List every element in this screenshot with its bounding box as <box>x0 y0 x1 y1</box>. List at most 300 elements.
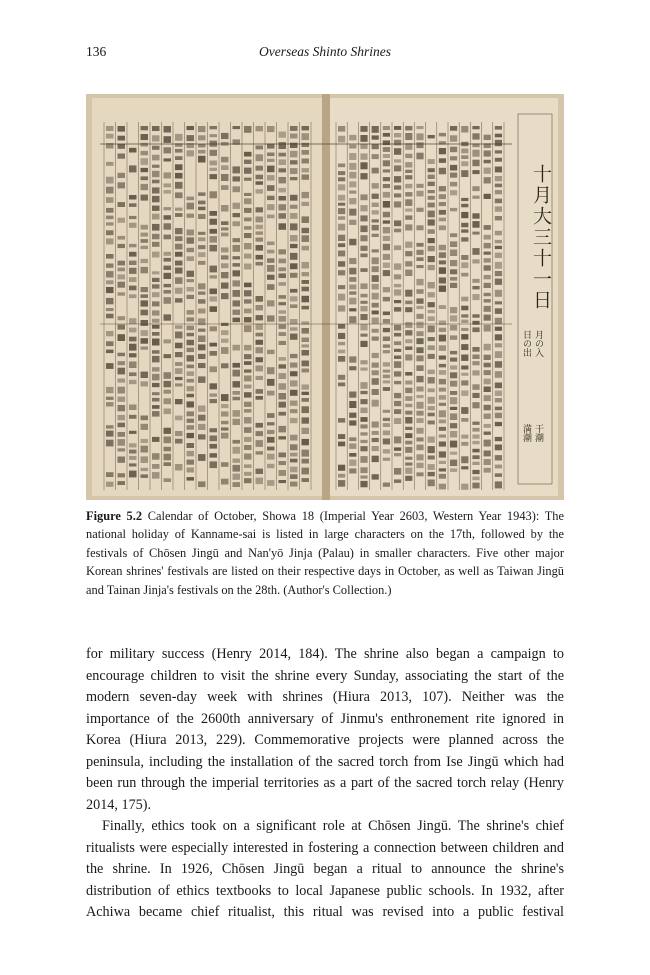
printed-character <box>267 367 275 374</box>
figure-label: Figure 5.2 <box>86 509 143 523</box>
printed-character <box>279 383 287 389</box>
printed-character <box>290 444 298 450</box>
printed-character <box>198 454 206 461</box>
printed-character <box>164 437 172 444</box>
printed-character <box>279 159 287 165</box>
printed-character <box>338 171 345 175</box>
printed-character <box>256 440 264 447</box>
printed-character <box>394 193 401 197</box>
printed-character <box>338 418 345 423</box>
printed-character <box>118 236 126 240</box>
printed-character <box>233 166 241 173</box>
printed-character <box>450 452 457 455</box>
printed-character <box>187 326 195 331</box>
printed-character <box>244 283 252 288</box>
caption-text: Calendar of October, Showa 18 (Imperial Year 2603, Western Year 1943): The national holiday of Kanname-sai is listed in large characters on the 17th, followed by the festivals of Chōsen Jingū and Nan'yō Jinja (Palau) in smaller characters. Five other major Korean shrines' festivals are listed on their respective days in October, as well as Taiwan Jingū and Tainan Jinja's festivals on the 28th. (Author's Collection.) <box>86 509 564 597</box>
printed-character <box>290 459 298 463</box>
printed-character <box>106 230 114 235</box>
printed-character <box>152 405 160 409</box>
printed-character <box>106 187 114 194</box>
printed-character <box>472 428 479 432</box>
printed-character <box>338 261 345 267</box>
printed-character <box>256 478 264 485</box>
printed-character <box>383 362 390 366</box>
paragraph-1: for military success (Henry 2014, 184). The shrine also began a campaign to encourage children to visit the shrine every Sunday, associating the start of the modern seven-day week with shrines (Hiura 2013, 107). Neither was the importance of the 2600th anniversary of Jinmu's enthronement rite ignored in Korea (Hiura 2013, 229). Commemorative projects were planned across the peninsula, including the installation of the sacred torch from Ise Jingū which had been run through the imperial territories as a part of the sacred torch relay (Henry 2014, 175). <box>86 646 564 813</box>
printed-character <box>405 143 412 150</box>
printed-character <box>416 387 423 392</box>
printed-character <box>461 212 468 218</box>
printed-character <box>394 300 401 303</box>
printed-character <box>129 471 137 478</box>
printed-character <box>372 318 379 324</box>
printed-character <box>349 135 356 141</box>
printed-character <box>394 263 401 269</box>
printed-character <box>372 422 379 428</box>
printed-character <box>349 145 356 149</box>
printed-character <box>349 268 356 275</box>
printed-character <box>244 445 252 450</box>
printed-character <box>439 468 446 471</box>
printed-character <box>290 134 298 139</box>
printed-character <box>106 264 114 268</box>
printed-character <box>360 254 367 258</box>
printed-character <box>129 148 137 153</box>
printed-character <box>416 243 423 247</box>
printed-character <box>484 363 491 368</box>
printed-character <box>221 247 229 252</box>
printed-character <box>290 177 298 180</box>
printed-character <box>141 439 149 443</box>
printed-character <box>349 437 356 441</box>
printed-character <box>484 370 491 375</box>
printed-character <box>118 405 126 411</box>
printed-character <box>198 406 206 412</box>
printed-character <box>349 308 356 311</box>
printed-character <box>484 265 491 270</box>
printed-character <box>290 474 298 479</box>
printed-character <box>416 225 423 230</box>
printed-character <box>290 319 298 324</box>
printed-character <box>290 160 298 164</box>
printed-character <box>450 358 457 362</box>
printed-character <box>118 432 126 437</box>
printed-character <box>383 337 390 342</box>
printed-character <box>349 392 356 398</box>
printed-character <box>461 320 468 323</box>
printed-character <box>338 383 345 387</box>
printed-character <box>349 298 356 305</box>
printed-character <box>472 455 479 459</box>
printed-character <box>405 404 412 408</box>
printed-character <box>461 456 468 463</box>
printed-character <box>175 261 183 266</box>
printed-character <box>394 333 401 337</box>
printed-character <box>450 156 457 160</box>
printed-character <box>187 271 195 277</box>
printed-character <box>221 227 229 230</box>
printed-character <box>175 252 183 257</box>
printed-character <box>495 271 502 276</box>
printed-character <box>210 383 218 389</box>
printed-character <box>256 347 264 353</box>
printed-character <box>129 337 137 342</box>
printed-character <box>372 225 379 231</box>
printed-character <box>279 332 287 336</box>
printed-character <box>152 187 160 193</box>
printed-character <box>233 238 241 242</box>
printed-character <box>187 279 195 282</box>
printed-character <box>372 168 379 174</box>
printed-character <box>439 202 446 206</box>
printed-character <box>106 298 114 304</box>
printed-character <box>233 465 241 472</box>
printed-character <box>187 468 195 473</box>
printed-character <box>338 480 345 487</box>
printed-character <box>256 189 264 193</box>
printed-character <box>405 170 412 173</box>
printed-character <box>210 229 218 234</box>
printed-character <box>233 126 241 129</box>
printed-character <box>349 239 356 246</box>
printed-character <box>141 416 149 421</box>
printed-character <box>129 195 137 200</box>
printed-character <box>338 216 345 220</box>
printed-character <box>405 290 412 297</box>
printed-character <box>175 192 183 198</box>
printed-character <box>141 287 149 292</box>
printed-character <box>439 141 446 144</box>
printed-character <box>210 275 218 278</box>
printed-character <box>495 190 502 194</box>
printed-character <box>495 253 502 258</box>
printed-character <box>461 237 468 241</box>
printed-character <box>428 354 435 359</box>
printed-character <box>338 333 345 339</box>
printed-character <box>233 186 241 192</box>
printed-character <box>267 175 275 181</box>
printed-character <box>372 303 379 308</box>
printed-character <box>383 126 390 130</box>
printed-character <box>428 256 435 262</box>
printed-character <box>256 389 264 394</box>
printed-character <box>256 376 264 380</box>
printed-character <box>416 126 423 129</box>
printed-character <box>267 185 275 191</box>
printed-character <box>152 453 160 460</box>
printed-character <box>383 297 390 302</box>
printed-character <box>106 222 114 225</box>
printed-character <box>198 245 206 249</box>
printed-character <box>256 340 264 345</box>
printed-character <box>338 442 345 447</box>
printed-character <box>152 146 160 150</box>
printed-character <box>439 218 446 222</box>
printed-character <box>164 447 172 452</box>
printed-character <box>495 445 502 451</box>
printed-character <box>372 219 379 222</box>
printed-character <box>383 184 390 188</box>
printed-character <box>164 409 172 415</box>
printed-character <box>256 175 264 180</box>
printed-character <box>267 430 275 434</box>
printed-character <box>141 158 149 165</box>
printed-character <box>416 142 423 148</box>
printed-character <box>372 154 379 159</box>
printed-character <box>198 261 206 265</box>
printed-character <box>164 207 172 210</box>
printed-character <box>416 428 423 434</box>
printed-character <box>394 140 401 146</box>
printed-character <box>279 188 287 193</box>
printed-character <box>372 400 379 407</box>
printed-character <box>439 286 446 292</box>
printed-character <box>439 345 446 351</box>
printed-character <box>428 446 435 453</box>
printed-character <box>267 447 275 451</box>
printed-character <box>198 309 206 314</box>
printed-character <box>290 418 298 423</box>
printed-character <box>152 284 160 288</box>
printed-character <box>244 264 252 270</box>
printed-character <box>118 439 126 446</box>
printed-character <box>450 233 457 237</box>
printed-character <box>221 185 229 190</box>
calendar-large-title: 十月大三十一日 <box>530 164 552 311</box>
printed-character <box>461 255 468 260</box>
printed-character <box>495 437 502 441</box>
printed-character <box>394 159 401 162</box>
moonset-label: 月の入 <box>533 330 543 357</box>
printed-character <box>118 379 126 383</box>
printed-character <box>210 141 218 147</box>
printed-character <box>372 353 379 358</box>
printed-character <box>233 300 241 306</box>
printed-character <box>187 411 195 416</box>
printed-character <box>484 405 491 411</box>
printed-character <box>141 300 149 306</box>
printed-character <box>461 126 468 133</box>
printed-character <box>416 208 423 212</box>
printed-character <box>372 446 379 451</box>
printed-character <box>302 168 310 172</box>
printed-character <box>129 328 137 333</box>
printed-character <box>472 393 479 398</box>
printed-character <box>439 410 446 417</box>
printed-character <box>141 320 149 326</box>
printed-character <box>495 318 502 325</box>
printed-character <box>461 155 468 159</box>
printed-character <box>349 468 356 473</box>
printed-character <box>450 413 457 420</box>
printed-character <box>152 350 160 354</box>
printed-character <box>210 126 218 129</box>
printed-character <box>495 279 502 285</box>
printed-character <box>428 219 435 225</box>
printed-character <box>187 365 195 369</box>
printed-character <box>175 362 183 366</box>
printed-character <box>484 258 491 262</box>
printed-character <box>256 423 264 428</box>
printed-character <box>106 308 114 311</box>
printed-character <box>175 277 183 284</box>
printed-character <box>233 345 241 351</box>
printed-character <box>472 361 479 365</box>
printed-character <box>416 191 423 197</box>
printed-character <box>187 197 195 201</box>
printed-character <box>187 126 195 130</box>
printed-character <box>267 379 275 386</box>
printed-character <box>405 126 412 130</box>
printed-character <box>302 417 310 423</box>
printed-character <box>290 296 298 301</box>
printed-character <box>394 371 401 376</box>
printed-character <box>472 402 479 408</box>
printed-character <box>472 321 479 325</box>
printed-character <box>360 341 367 347</box>
printed-character <box>233 391 241 395</box>
printed-character <box>360 446 367 451</box>
printed-character <box>210 351 218 356</box>
printed-character <box>439 403 446 406</box>
printed-character <box>152 180 160 184</box>
printed-character <box>233 381 241 387</box>
printed-character <box>416 463 423 468</box>
printed-character <box>175 244 183 250</box>
printed-character <box>428 229 435 234</box>
printed-character <box>372 456 379 462</box>
printed-character <box>360 382 367 389</box>
printed-character <box>461 297 468 302</box>
printed-character <box>484 315 491 321</box>
printed-character <box>450 126 457 131</box>
printed-character <box>256 451 264 454</box>
printed-character <box>164 339 172 343</box>
printed-character <box>244 243 252 249</box>
printed-character <box>244 178 252 181</box>
printed-character <box>164 183 172 187</box>
printed-character <box>290 273 298 278</box>
printed-character <box>279 295 287 299</box>
printed-character <box>394 393 401 398</box>
printed-character <box>360 194 367 200</box>
printed-character <box>416 347 423 353</box>
printed-character <box>118 361 126 365</box>
printed-character <box>383 458 390 461</box>
printed-character <box>360 368 367 371</box>
printed-character <box>244 290 252 296</box>
printed-character <box>450 165 457 171</box>
printed-character <box>141 195 149 201</box>
printed-character <box>383 423 390 427</box>
printed-character <box>152 278 160 282</box>
printed-character <box>405 322 412 328</box>
printed-character <box>141 446 149 453</box>
printed-character <box>164 258 172 262</box>
printed-character <box>256 296 264 302</box>
printed-character <box>152 234 160 240</box>
printed-character <box>416 265 423 268</box>
printed-character <box>141 168 149 172</box>
printed-character <box>198 415 206 421</box>
printed-character <box>118 473 126 477</box>
printed-character <box>472 286 479 289</box>
printed-character <box>383 431 390 436</box>
printed-character <box>279 480 287 483</box>
printed-character <box>267 284 275 290</box>
printed-character <box>484 299 491 302</box>
printed-character <box>428 397 435 404</box>
printed-character <box>106 162 114 166</box>
printed-character <box>383 410 390 413</box>
printed-character <box>290 380 298 386</box>
printed-character <box>106 177 114 184</box>
printed-character <box>372 234 379 237</box>
printed-character <box>416 376 423 382</box>
body-text <box>86 644 564 924</box>
printed-character <box>141 225 149 230</box>
printed-character <box>175 236 183 241</box>
printed-character <box>187 386 195 391</box>
printed-character <box>450 397 457 404</box>
printed-character <box>244 402 252 407</box>
printed-character <box>439 335 446 342</box>
printed-character <box>472 232 479 235</box>
printed-character <box>210 289 218 295</box>
printed-character <box>495 398 502 402</box>
printed-character <box>495 134 502 138</box>
printed-character <box>164 428 172 434</box>
printed-character <box>129 456 137 460</box>
printed-character <box>416 365 423 371</box>
printed-character <box>338 243 345 247</box>
printed-character <box>472 259 479 263</box>
printed-character <box>405 261 412 266</box>
printed-character <box>233 263 241 267</box>
printed-character <box>152 224 160 231</box>
printed-character <box>405 215 412 219</box>
printed-character <box>198 156 206 163</box>
printed-character <box>129 286 137 291</box>
printed-character <box>360 246 367 251</box>
printed-character <box>198 144 206 147</box>
printed-character <box>428 182 435 187</box>
printed-character <box>302 216 310 223</box>
printed-character <box>198 424 206 430</box>
printed-character <box>383 147 390 152</box>
printed-character <box>198 363 206 368</box>
printed-character <box>267 166 275 173</box>
printed-character <box>450 277 457 281</box>
printed-character <box>450 283 457 288</box>
printed-character <box>428 135 435 138</box>
printed-character <box>360 408 367 414</box>
printed-character <box>394 453 401 456</box>
printed-character <box>233 370 241 377</box>
printed-character <box>405 224 412 230</box>
printed-character <box>302 133 310 140</box>
printed-character <box>164 266 172 270</box>
printed-character <box>244 208 252 213</box>
printed-character <box>164 314 172 320</box>
printed-character <box>256 166 264 171</box>
printed-character <box>372 378 379 385</box>
printed-character <box>290 435 298 441</box>
printed-character <box>175 156 183 160</box>
printed-character <box>302 287 310 292</box>
printed-character <box>461 334 468 340</box>
printed-character <box>152 242 160 247</box>
printed-character <box>416 257 423 261</box>
